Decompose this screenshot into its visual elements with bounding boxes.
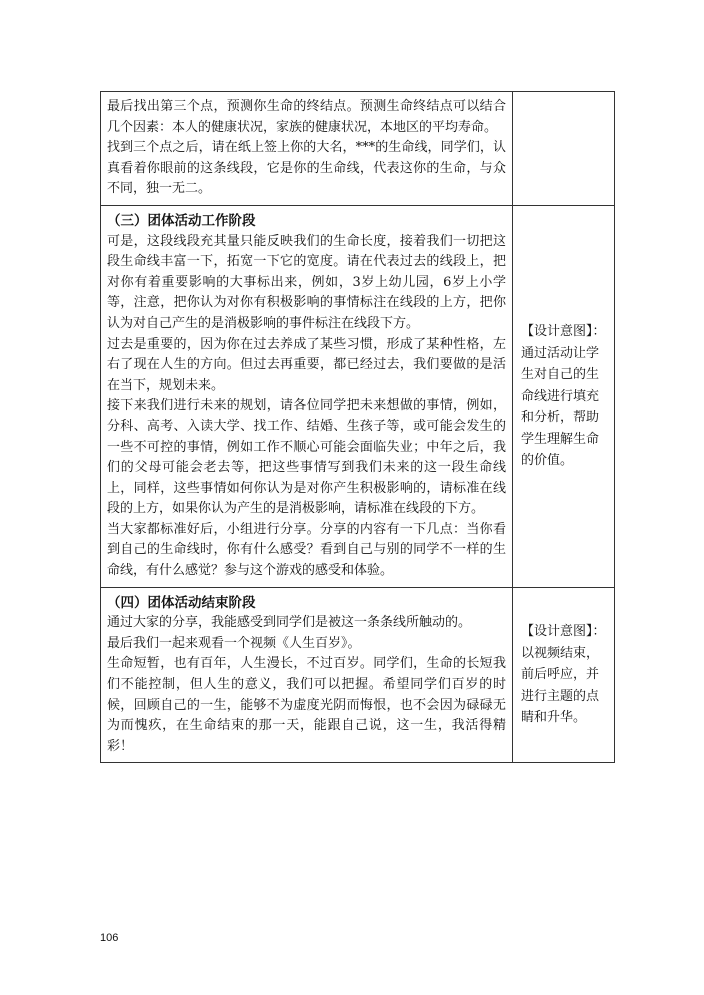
content-cell	[101, 587, 513, 763]
content-cell	[101, 205, 513, 587]
table-row	[101, 587, 615, 763]
paragraph: 最后我们一起来观看一个视频《人生百岁》。	[107, 635, 361, 651]
paragraph: 接下来我们进行未来的规划，请各位同学把未来想做的事情，例如，分科、高考、入读大学、找工作、结婚、生孩子等，或可能会发生的一些不可控的事情，例如工作不顺心可能会面临失业；中年之后，我们的父母可能会老去等，把这些事情写到我们未来的这一段生命线上，同样，这些事情如何你认为是对你产生积极影响的，请标准在线段的上方，如果你认为产生的是消极影响，请标准在线段的下方。	[107, 398, 506, 517]
content-cell	[101, 92, 513, 206]
paragraph: 生命短暂，也有百年，人生漫长，不过百岁。同学们，生命的长短我们不能控制，但人生的意义，我们可以把握。希望同学们百岁的时候，回顾自己的一生，能够不为虚度光阴而悔恨，也不会因为碌碌无为而愧疚，在生命结束的那一天，能跟自己说，这一生，我活得精彩！	[107, 656, 506, 754]
table-row	[101, 92, 615, 206]
design-intent-cell	[513, 205, 615, 587]
table-row	[101, 205, 615, 587]
section-heading: （三）团体活动工作阶段	[107, 212, 256, 229]
design-intent-cell	[513, 587, 615, 763]
paragraph: 过去是重要的，因为你在过去养成了某些习惯，形成了某种性格，左右了现在人生的方向。但过去再重要，都已经过去，我们要做的是活在当下，规划未来。	[107, 336, 506, 393]
paragraph: 最后找出第三个点，预测你生命的终结点。预测生命终结点可以结合几个因素：本人的健康状况，家族的健康状况，本地区的平均寿命。	[107, 99, 506, 135]
section-heading: （四）团体活动结束阶段	[107, 594, 256, 611]
design-intent-text: 【设计意图】：通过活动让学生对自己的生命线进行填充和分析，帮助学生理解生命的价值。	[521, 324, 606, 469]
design-intent-text: 【设计意图】：以视频结束，前后呼应，并进行主题的点睛和升华。	[521, 624, 606, 726]
paragraph: 找到三个点之后，请在纸上签上你的大名，***的生命线，同学们，认真看着你眼前的这条线段，它是你的生命线，代表这你的生命，与众不同，独一无二。	[107, 140, 506, 197]
design-intent-cell	[513, 92, 615, 206]
paragraph: 可是，这段线段充其量只能反映我们的生命长度，接着我们一切把这段生命线丰富一下，拓宽一下它的宽度。请在代表过去的线段上，把对你有着重要影响的大事标出来，例如，3岁上幼儿园，6岁上小学等，注意，把你认为对你有积极影响的事情标注在线段的上方，把你认为对自己产生的是消极影响的事件标注在线段下方。	[107, 233, 506, 331]
paragraph: 通过大家的分享，我能感受到同学们是被这一条条线所触动的。	[107, 615, 472, 631]
paragraph: 当大家都标准好后，小组进行分享。分享的内容有一下几点：当你看到自己的生命线时，你有什么感受？看到自己与别的同学不一样的生命线，有什么感觉？参与这个游戏的感受和体验。	[107, 521, 506, 579]
lesson-plan-sheet	[100, 91, 610, 763]
page-number: 106	[100, 932, 119, 944]
lesson-plan-table	[100, 91, 615, 763]
